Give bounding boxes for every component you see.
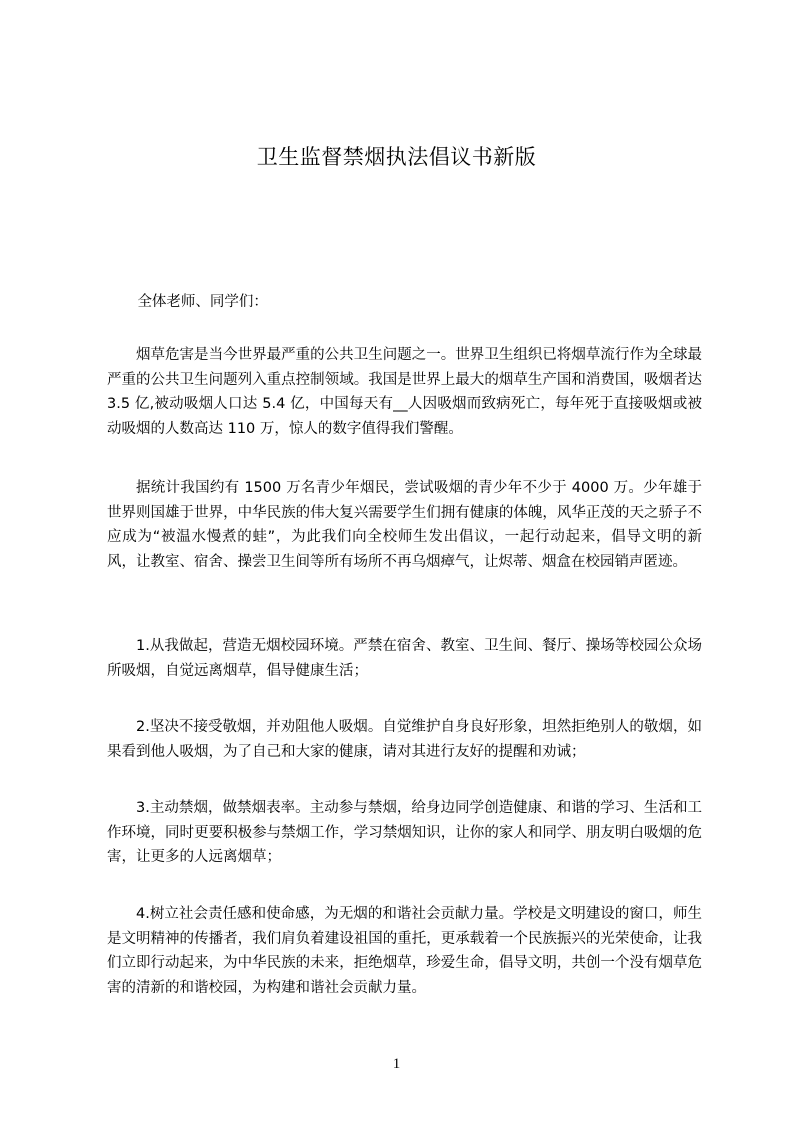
document-title: 卫生监督禁烟执法倡议书新版 (256, 145, 537, 169)
proposal-item-3: 3.主动禁烟，做禁烟表率。主动参与禁烟，给身边同学创造健康、和谐的学习、生活和工作环境，同时更要积极参与禁烟工作，学习禁烟知识，让你的家人和同学、朋友明白吸烟的危害，让更多的人远离烟草； (107, 800, 702, 865)
greeting: 全体老师、同学们： (137, 294, 268, 310)
page-number: 1 (392, 1056, 401, 1072)
proposal-item-4: 4.树立社会责任感和使命感，为无烟的和谐社会贡献力量。学校是文明建设的窗口，师生是文明精神的传播者，我们肩负着建设祖国的重托，更承载着一个民族振兴的光荣使命，让我们立即行动起来，为中华民族的未来，拒绝烟草，珍爱生命，倡导文明，共创一个没有烟草危害的清新的和谐校园，为构建和谐社会贡献力量。 (107, 906, 702, 996)
proposal-item-2: 2.坚决不接受敬烟，并劝阻他人吸烟。自觉维护自身良好形象，坦然拒绝别人的敬烟，如果看到他人吸烟，为了自己和大家的健康，请对其进行友好的提醒和劝诫； (107, 719, 702, 760)
paragraph-statistics: 据统计我国约有 1500 万名青少年烟民，尝试吸烟的青少年不少于 4000 万。少年雄于世界则国雄于世界，中华民族的伟大复兴需要学生们拥有健康的体魄，风华正茂的天之骄子不应成为“被温水慢煮的蛙”，为此我们向全校师生发出倡议，一起行动起来，倡导文明的新风，让教室、宿舍、操尝卫生间等所有场所不再乌烟瘴气，让烬蒂、烟盒在校园销声匿迹。 (107, 480, 702, 570)
proposal-item-1: 1.从我做起，营造无烟校园环境。严禁在宿舍、教室、卫生间、餐厅、操场等校园公众场所吸烟，自觉远离烟草，倡导健康生活； (107, 638, 702, 679)
paragraph-intro: 烟草危害是当今世界最严重的公共卫生问题之一。世界卫生组织已将烟草流行作为全球最严重的公共卫生问题列入重点控制领域。我国是世界上最大的烟草生产国和消费国，吸烟者达 3.5 亿,被动吸烟人口达 5.4 亿，中国每天有__人因吸烟而致病死亡，每年死于直接吸烟或被动吸烟的人数高达 110 万，惊人的数字值得我们警醒。 (107, 347, 702, 437)
